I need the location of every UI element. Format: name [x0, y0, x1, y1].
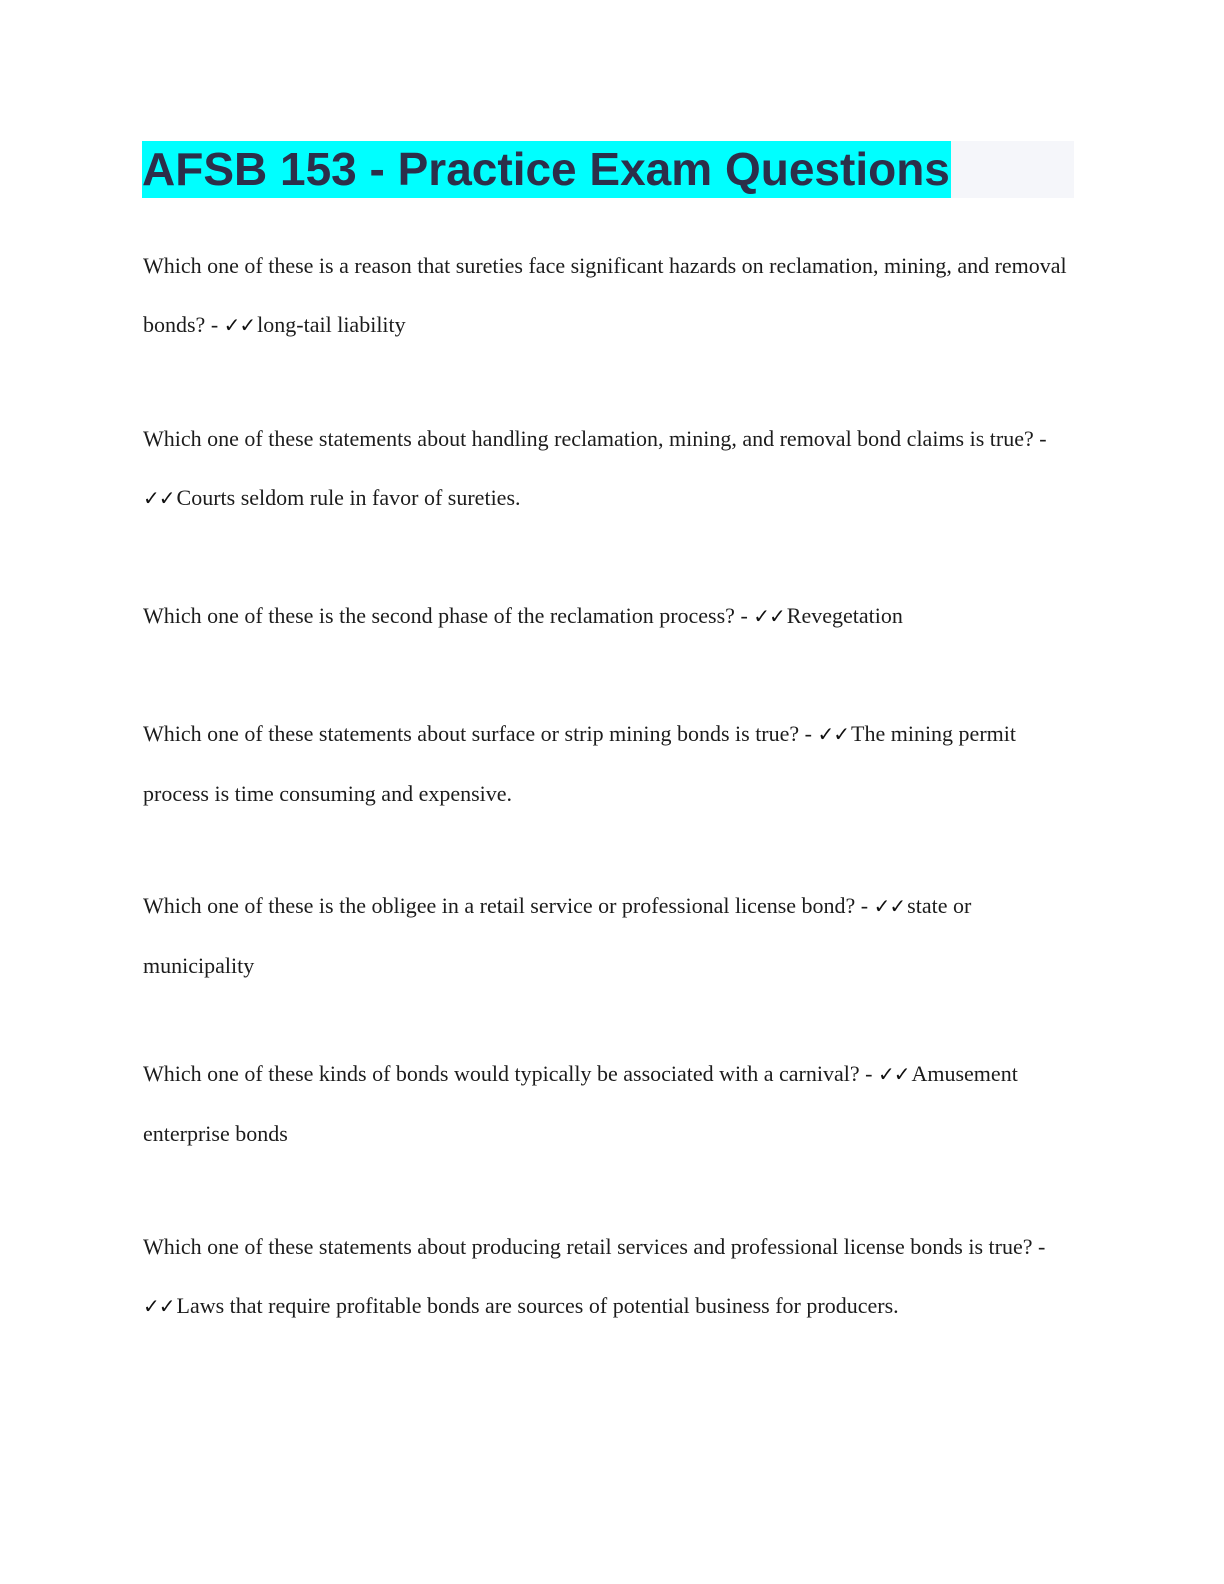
qa-item-7: [143, 1217, 1068, 1336]
qa-item-1: [143, 236, 1068, 355]
question-text: Which one of these kinds of bonds would typically be associated with a carnival? -: [143, 1061, 878, 1086]
question-text: Which one of these is the second phase of the reclamation process? -: [143, 603, 754, 628]
answer-text: Amusement enterprise bonds: [143, 1061, 1018, 1146]
double-check-icon: ✓✓: [877, 1062, 910, 1086]
answer-text: Courts seldom rule in favor of sureties.: [176, 485, 521, 510]
qa-item-3: [143, 586, 1068, 646]
question-text: Which one of these statements about producing retail services and professional license bonds is true? -: [143, 1234, 1046, 1259]
double-check-icon: ✓✓: [753, 604, 785, 628]
answer-text: Revegetation: [786, 603, 903, 628]
question-text: Which one of these is the obligee in a retail service or professional license bond? -: [143, 893, 874, 918]
double-check-icon: ✓✓: [817, 722, 850, 746]
double-check-icon: ✓✓: [143, 1294, 175, 1318]
qa-item-5: [143, 876, 1068, 995]
answer-text: The mining permit process is time consuming and expensive.: [143, 721, 1016, 806]
double-check-icon: ✓✓: [223, 313, 256, 337]
question-text: Which one of these statements about surface or strip mining bonds is true? -: [143, 721, 818, 746]
answer-text: long-tail liability: [257, 312, 406, 337]
answer-text: Laws that require profitable bonds are sources of potential business for producers.: [176, 1293, 899, 1318]
question-text: Which one of these is a reason that sureties face significant hazards on reclamation, mining, and removal bonds? -: [143, 253, 1067, 337]
qa-item-2: [143, 409, 1068, 528]
qa-item-4: [143, 704, 1068, 823]
qa-item-6: [143, 1044, 1068, 1163]
double-check-icon: ✓✓: [143, 486, 175, 510]
document-title: AFSB 153 - Practice Exam Questions: [142, 141, 951, 198]
answer-text: state or municipality: [143, 893, 972, 978]
double-check-icon: ✓✓: [873, 894, 906, 918]
question-text: Which one of these statements about handling reclamation, mining, and removal bond claims is true? -: [143, 426, 1047, 451]
